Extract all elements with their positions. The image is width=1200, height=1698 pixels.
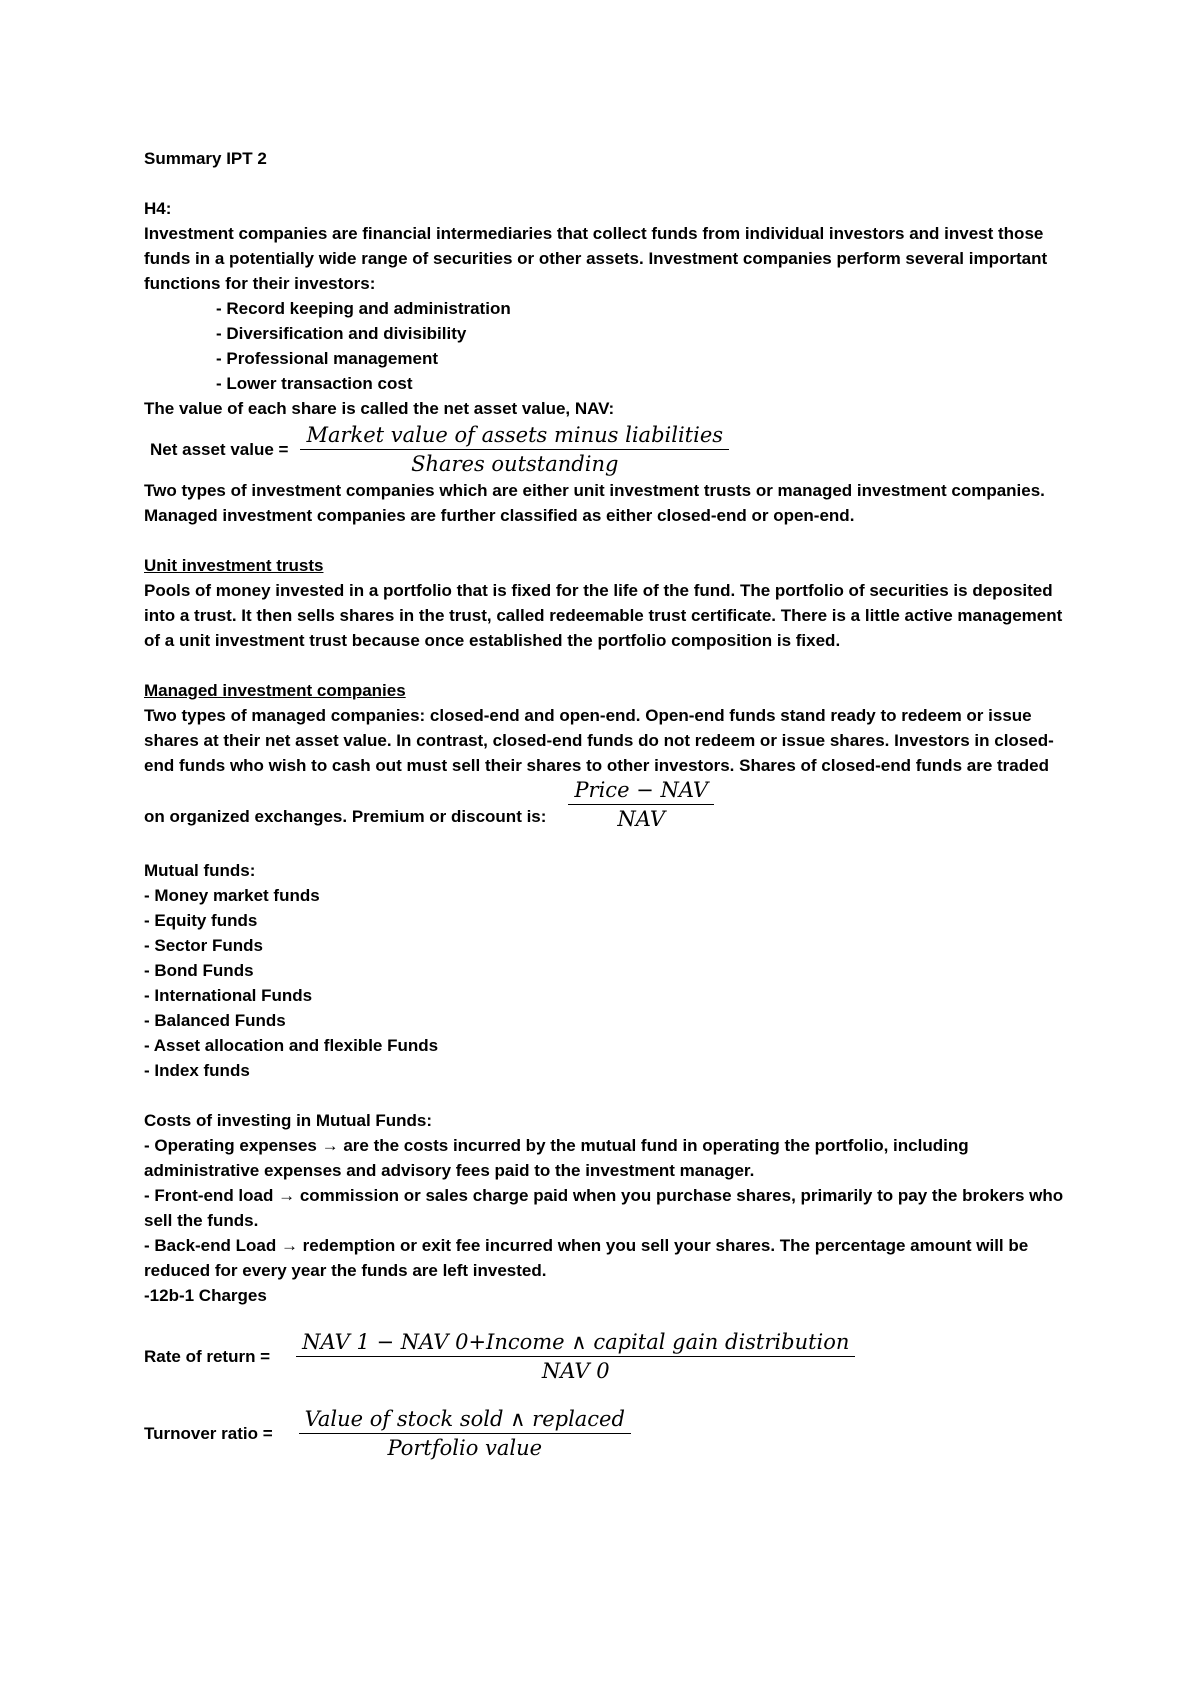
rate-of-return-denominator: NAV 0 (541, 1359, 610, 1383)
turnover-ratio-numerator: Value of stock sold ∧ replaced (299, 1405, 631, 1434)
turnover-ratio-denominator: Portfolio value (387, 1436, 543, 1460)
mutual-fund-item: - International Funds (144, 986, 313, 1005)
uit-heading: Unit investment trusts (144, 556, 324, 575)
mic-paragraph: Two types of managed companies: closed-end and open-end. Open-end funds stand ready to redeem or issue shares at their net asset value. In contrast, closed-end funds do not redeem or issue shares. Investors in closed-end funds who wish to cash out must sell their shares to other investors. Shares of closed-end funds are traded (144, 706, 1054, 775)
function-item: - Lower transaction cost (216, 374, 413, 393)
premium-formula (144, 776, 1080, 833)
function-item: - Record keeping and administration (216, 299, 511, 318)
mutual-fund-item: - Money market funds (144, 886, 320, 905)
mutual-fund-item: - Index funds (144, 1061, 250, 1080)
mutual-funds-heading: Mutual funds: (144, 861, 256, 880)
rate-of-return-formula (144, 1328, 1080, 1385)
turnover-ratio-label: Turnover ratio = (144, 1423, 273, 1443)
document-title: Summary IPT 2 (144, 149, 267, 168)
nav-formula-numerator: Market value of assets minus liabilities (300, 421, 729, 450)
nav-formula-label: Net asset value = (150, 439, 289, 459)
mutual-fund-item: - Sector Funds (144, 936, 264, 955)
turnover-ratio-formula (144, 1405, 1080, 1462)
mutual-fund-item: - Equity funds (144, 911, 258, 930)
mutual-fund-item: - Asset allocation and flexible Funds (144, 1036, 439, 1055)
mic-heading: Managed investment companies (144, 681, 406, 700)
cost-item: - Front-end load → commission or sales charge paid when you purchase shares, primarily to pay the brokers who sell the funds. (144, 1186, 1064, 1230)
intro-paragraph: Investment companies are financial intermediaries that collect funds from individual investors and invest those funds in a potentially wide range of securities or other assets. Investment companies perform several important functions for their investors: (144, 224, 1048, 293)
types-paragraph: Two types of investment companies which are either unit investment trusts or managed investment companies. Managed investment companies are further classified as either closed-end or open-end. (144, 481, 1045, 525)
cost-item: -12b-1 Charges (144, 1286, 267, 1305)
nav-formula (150, 421, 1080, 478)
rate-of-return-label: Rate of return = (144, 1346, 271, 1366)
function-item: - Diversification and divisibility (216, 324, 467, 343)
cost-item: - Operating expenses → are the costs incurred by the mutual fund in operating the portfolio, including administrative expenses and advisory fees paid to the investment manager. (144, 1136, 969, 1180)
section-heading-h4: H4: (144, 199, 172, 218)
premium-formula-label: on organized exchanges. Premium or discount is: (144, 806, 547, 826)
premium-formula-denominator: NAV (617, 807, 666, 831)
function-item: - Professional management (216, 349, 439, 368)
nav-paragraph: The value of each share is called the net asset value, NAV: (144, 399, 615, 418)
cost-item: - Back-end Load → redemption or exit fee incurred when you sell your shares. The percentage amount will be reduced for every year the funds are left invested. (144, 1236, 1029, 1280)
mutual-fund-item: - Balanced Funds (144, 1011, 286, 1030)
uit-paragraph: Pools of money invested in a portfolio that is fixed for the life of the fund. The portfolio of securities is deposited into a trust. It then sells shares in the trust, called redeemable trust certificate. There is a little active management of a unit investment trust because once established the portfolio composition is fixed. (144, 581, 1063, 650)
costs-heading: Costs of investing in Mutual Funds: (144, 1111, 433, 1130)
mutual-fund-item: - Bond Funds (144, 961, 254, 980)
nav-formula-denominator: Shares outstanding (411, 452, 619, 476)
premium-formula-numerator: Price − NAV (568, 776, 714, 805)
rate-of-return-numerator: NAV 1 − NAV 0+Income ∧ capital gain distribution (296, 1328, 855, 1357)
